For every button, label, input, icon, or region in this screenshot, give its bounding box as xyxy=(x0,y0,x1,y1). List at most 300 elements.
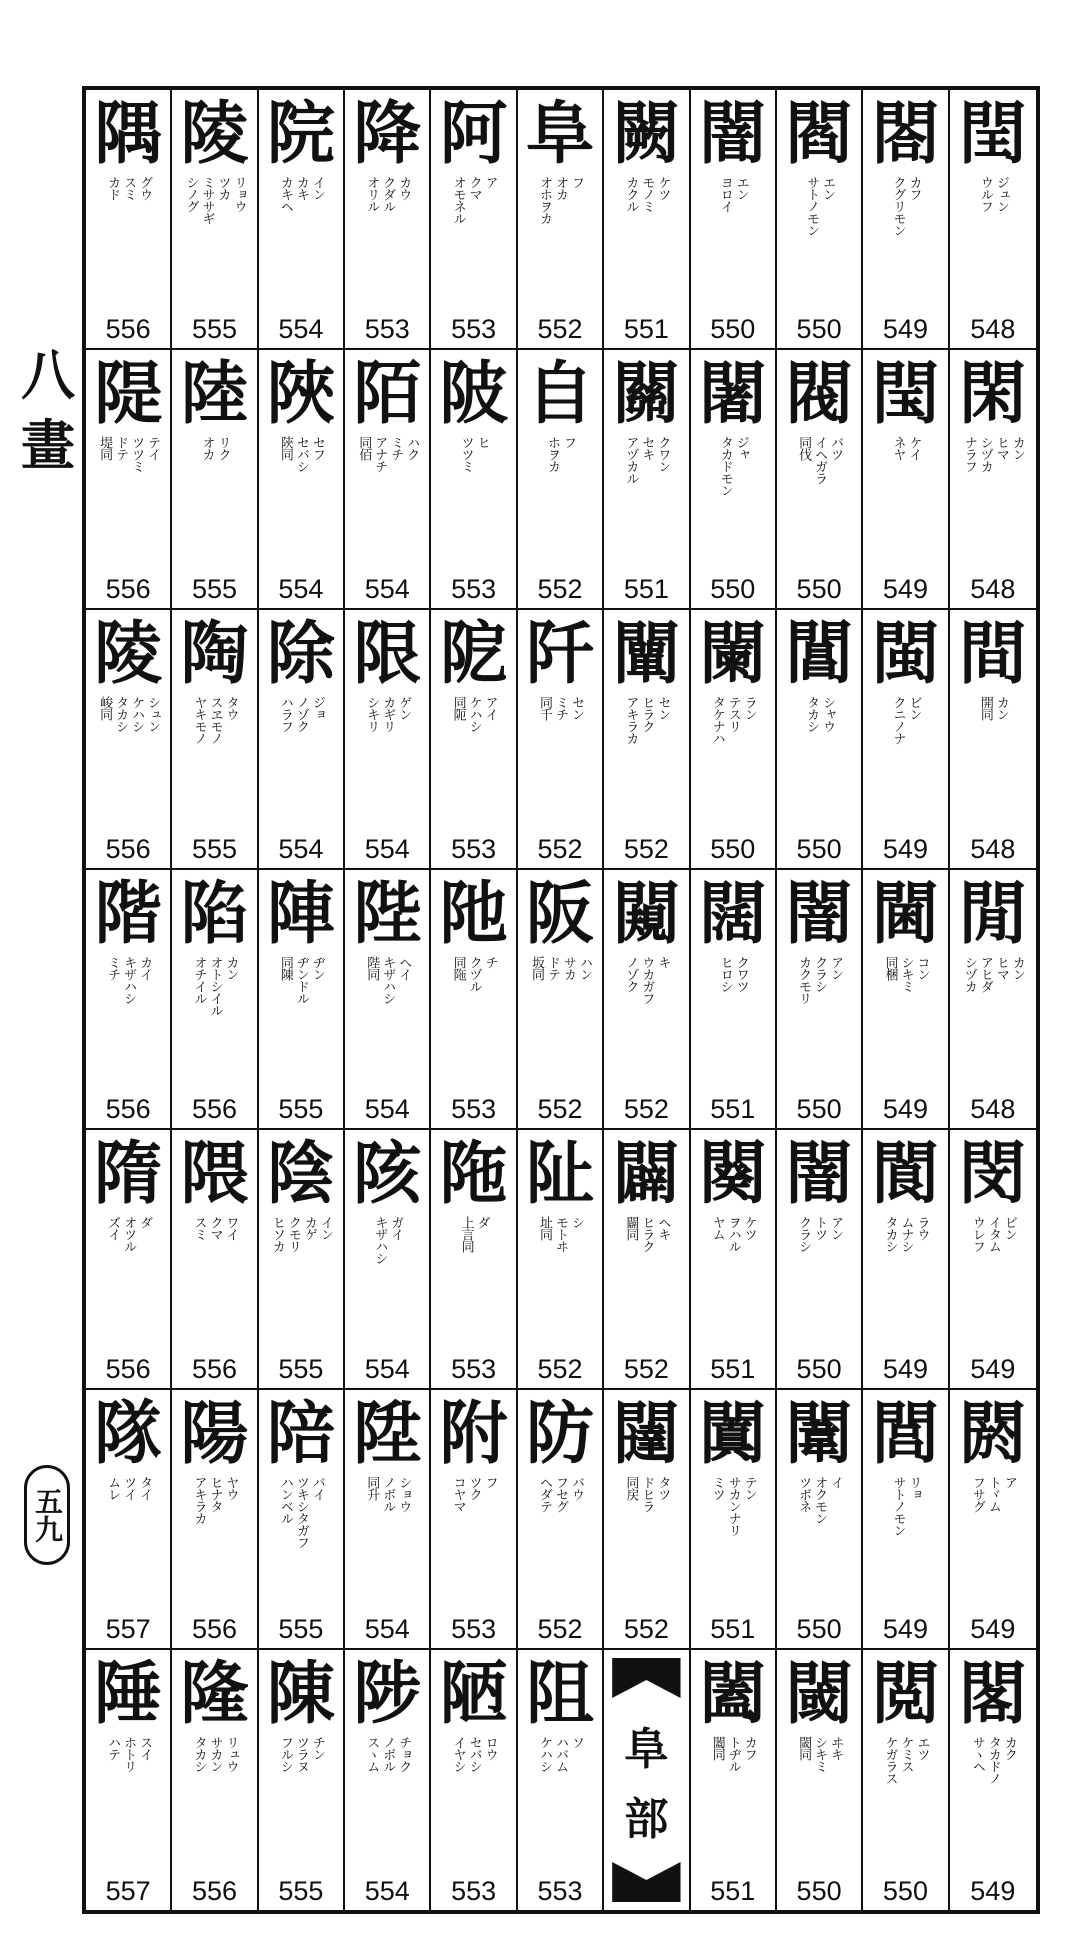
dictionary-entry xyxy=(863,1650,949,1910)
entry-reading: テン xyxy=(741,1476,757,1500)
entry-reading: ツク xyxy=(466,1476,482,1500)
entry-page-number: 552 xyxy=(623,1614,669,1644)
entry-reading: カン xyxy=(1009,956,1025,980)
entry-reading: ロウ xyxy=(482,1736,498,1760)
entry-character: 除 xyxy=(266,614,335,694)
entry-character: 陟 xyxy=(353,1654,422,1734)
entry-character: 闥 xyxy=(612,1394,681,1474)
entry-reading: カクル xyxy=(623,176,639,212)
entry-reading: カン xyxy=(1009,436,1025,460)
entry-readings xyxy=(178,436,250,556)
entry-reading: オリル xyxy=(364,176,380,212)
entry-reading: クヅル xyxy=(466,956,482,992)
entry-reading: タケナハ xyxy=(709,696,725,744)
dictionary-entry xyxy=(431,1650,517,1910)
entry-readings xyxy=(956,1216,1030,1336)
entry-page-number: 556 xyxy=(192,1876,238,1906)
entry-readings xyxy=(92,1216,164,1336)
dictionary-entry xyxy=(172,350,258,610)
entry-reading: イ xyxy=(828,1476,844,1488)
entry-reading: ラウ xyxy=(914,1216,930,1240)
entry-page-number: 551 xyxy=(623,314,669,344)
dictionary-entry xyxy=(518,610,604,870)
entry-character: 閾 xyxy=(785,1654,854,1734)
dictionary-entry xyxy=(345,350,431,610)
entry-reading: ケハシ xyxy=(536,1736,552,1772)
entry-page-number: 550 xyxy=(796,574,842,604)
entry-readings xyxy=(869,1476,941,1596)
entry-page-number: 553 xyxy=(451,1614,497,1644)
entry-reading: サトノモン xyxy=(890,1476,906,1536)
entry-reading: クラシ xyxy=(812,956,828,992)
banner-bottom-mark xyxy=(612,1862,680,1902)
entry-page-number: 549 xyxy=(882,1614,928,1644)
entry-readings xyxy=(610,1476,682,1596)
entry-reading: 同升 xyxy=(364,1476,380,1500)
entry-reading: シヅカ xyxy=(961,956,977,992)
entry-character: 閔 xyxy=(958,1134,1027,1214)
entry-readings xyxy=(524,696,596,816)
dictionary-entry xyxy=(950,610,1036,870)
entry-readings xyxy=(783,1216,855,1336)
entry-reading: ガイ xyxy=(388,1216,404,1240)
dictionary-entry xyxy=(345,870,431,1130)
dictionary-entry xyxy=(259,1650,345,1910)
entry-reading: クダル xyxy=(380,176,396,212)
entry-readings xyxy=(437,436,509,556)
entry-readings xyxy=(351,1736,423,1856)
entry-character: 閩 xyxy=(871,614,940,694)
entry-reading: エツ xyxy=(914,1736,930,1760)
entry-reading: ミササギ xyxy=(199,176,215,224)
dictionary-entry xyxy=(863,610,949,870)
entry-page-number: 556 xyxy=(105,1354,151,1384)
entry-character: 院 xyxy=(266,94,335,174)
dictionary-entry xyxy=(431,90,517,350)
entry-readings xyxy=(869,1216,941,1336)
entry-reading: シャウ xyxy=(820,696,836,732)
entry-readings xyxy=(783,1476,855,1596)
entry-reading: ヘダテ xyxy=(536,1476,552,1512)
entry-character: 闈 xyxy=(785,1394,854,1474)
dictionary-entry xyxy=(604,870,690,1130)
entry-character: 陔 xyxy=(353,1134,422,1214)
entry-reading: ヤキモノ xyxy=(191,696,207,744)
entry-reading: ホトリ xyxy=(121,1736,137,1772)
entry-reading: 同阨 xyxy=(450,696,466,720)
entry-reading: ケツ xyxy=(655,176,671,200)
entry-reading: ジャ xyxy=(733,436,749,460)
entry-reading: 上言同 xyxy=(458,1216,474,1252)
entry-reading: エン xyxy=(820,176,836,200)
entry-reading: ケハシ xyxy=(129,696,145,732)
entry-page-number: 551 xyxy=(623,574,669,604)
entry-readings xyxy=(265,1476,337,1596)
entry-character: 隄 xyxy=(94,354,163,434)
entry-readings xyxy=(697,1476,769,1596)
entry-character: 閫 xyxy=(871,874,940,954)
entry-readings xyxy=(956,956,1030,1076)
entry-page-number: 549 xyxy=(970,1876,1016,1906)
radical-title xyxy=(604,1710,688,1850)
entry-character: 闇 xyxy=(785,874,854,954)
dictionary-entry xyxy=(777,350,863,610)
entry-reading: イヘガラ xyxy=(812,436,828,484)
entry-character: 闇 xyxy=(785,1134,854,1214)
entry-readings xyxy=(178,696,250,816)
entry-page-number: 550 xyxy=(710,834,756,864)
entry-character: 間 xyxy=(958,614,1027,694)
entry-character: 阜 xyxy=(525,94,594,174)
entry-page-number: 554 xyxy=(364,834,410,864)
entry-reading: セン xyxy=(568,696,584,720)
dictionary-entry xyxy=(431,350,517,610)
entry-character: 隋 xyxy=(94,1134,163,1214)
entry-reading: 坂同 xyxy=(528,956,544,980)
entry-page-number: 554 xyxy=(364,1094,410,1124)
entry-reading: カフ xyxy=(741,1736,757,1760)
entry-reading: ヰキ xyxy=(828,1736,844,1760)
entry-reading: セキ xyxy=(639,436,655,460)
entry-reading: シュン xyxy=(145,696,161,732)
entry-reading: カクモリ xyxy=(796,956,812,1004)
entry-reading: トツ xyxy=(812,1216,828,1240)
entry-reading: トヾム xyxy=(985,1476,1001,1512)
entry-reading: カン xyxy=(993,696,1009,720)
dictionary-entry xyxy=(172,1650,258,1910)
entry-page-number: 556 xyxy=(105,834,151,864)
entry-reading: オクモン xyxy=(812,1476,828,1524)
entry-reading: ツツミ xyxy=(458,436,474,472)
entry-reading: オホヲカ xyxy=(536,176,552,224)
entry-page-number: 548 xyxy=(970,834,1016,864)
dictionary-entry xyxy=(691,610,777,870)
entry-reading: ヒロシ xyxy=(717,956,733,992)
entry-reading: ヒラク xyxy=(639,1216,655,1252)
dictionary-entry xyxy=(863,1130,949,1390)
entry-page-number: 550 xyxy=(796,1614,842,1644)
dictionary-entry xyxy=(518,870,604,1130)
entry-character: 閬 xyxy=(871,1134,940,1214)
entry-reading: ヘキ xyxy=(655,1216,671,1240)
entry-reading: ハテ xyxy=(105,1736,121,1760)
entry-reading: リョウ xyxy=(231,176,247,212)
dictionary-entry xyxy=(345,1650,431,1910)
entry-reading: ヒラク xyxy=(639,696,655,732)
dictionary-entry xyxy=(950,1390,1036,1650)
entry-reading: ツボネ xyxy=(796,1476,812,1512)
entry-reading: スミ xyxy=(121,176,137,200)
entry-reading: シ xyxy=(568,1216,584,1228)
entry-reading: ヲハル xyxy=(725,1216,741,1252)
entry-page-number: 557 xyxy=(105,1876,151,1906)
entry-reading: バウ xyxy=(568,1476,584,1500)
entry-page-number: 550 xyxy=(796,1094,842,1124)
entry-reading: ジョ xyxy=(309,696,325,720)
entry-readings xyxy=(869,176,941,296)
entry-page-number: 556 xyxy=(192,1614,238,1644)
entry-readings xyxy=(351,176,423,296)
entry-readings xyxy=(956,1736,1030,1856)
entry-readings xyxy=(437,956,509,1076)
entry-reading: 同梱 xyxy=(882,956,898,980)
entry-reading: 同伐 xyxy=(796,436,812,460)
entry-readings xyxy=(610,696,682,816)
entry-reading: クニノナ xyxy=(890,696,906,744)
entry-reading: フセグ xyxy=(552,1476,568,1512)
entry-reading: ツイ xyxy=(121,1476,137,1500)
entry-readings xyxy=(956,696,1030,816)
entry-page-number: 550 xyxy=(796,834,842,864)
entry-character: 陷 xyxy=(180,874,249,954)
entry-page-number: 556 xyxy=(105,574,151,604)
entry-page-number: 549 xyxy=(882,574,928,604)
entry-reading: ミチ xyxy=(552,696,568,720)
entry-page-number: 553 xyxy=(537,1876,583,1906)
dictionary-entry xyxy=(345,610,431,870)
entry-page-number: 555 xyxy=(278,1876,324,1906)
entry-reading: ダ xyxy=(137,1216,153,1228)
dictionary-entry xyxy=(777,90,863,350)
entry-reading: 闔同 xyxy=(709,1736,725,1760)
entry-reading: キザハシ xyxy=(380,956,396,1004)
entry-page-number: 554 xyxy=(278,574,324,604)
dictionary-entry xyxy=(172,90,258,350)
entry-character: 陶 xyxy=(180,614,249,694)
entry-page-number: 549 xyxy=(882,834,928,864)
entry-reading: ヒマ xyxy=(993,956,1009,980)
entry-reading: ズイ xyxy=(105,1216,121,1240)
entry-reading: アヒダ xyxy=(977,956,993,992)
entry-page-number: 555 xyxy=(278,1094,324,1124)
dictionary-entry xyxy=(604,610,690,870)
character-grid xyxy=(82,86,1040,1914)
entry-reading: ヂン xyxy=(309,956,325,980)
entry-page-number: 553 xyxy=(451,314,497,344)
entry-page-number: 552 xyxy=(537,1614,583,1644)
entry-reading: ヤウ xyxy=(223,1476,239,1500)
entry-page-number: 554 xyxy=(364,1614,410,1644)
entry-character: 陲 xyxy=(94,1654,163,1734)
entry-readings xyxy=(869,436,941,556)
entry-character: 阸 xyxy=(439,614,508,694)
entry-reading: カギリ xyxy=(380,696,396,732)
dictionary-entry xyxy=(691,1390,777,1650)
entry-reading: アナチ xyxy=(372,436,388,472)
entry-page-number: 553 xyxy=(364,314,410,344)
entry-reading: ケガラス xyxy=(882,1736,898,1784)
entry-reading: ツラヌ xyxy=(293,1736,309,1772)
entry-readings xyxy=(783,176,855,296)
entry-character: 隈 xyxy=(180,1134,249,1214)
entry-reading: モノミ xyxy=(639,176,655,212)
entry-reading: ア xyxy=(482,176,498,188)
entry-readings xyxy=(524,176,596,296)
entry-readings xyxy=(351,436,423,556)
dictionary-entry xyxy=(172,870,258,1130)
entry-readings xyxy=(265,696,337,816)
dictionary-entry xyxy=(863,90,949,350)
entry-character: 閤 xyxy=(871,94,940,174)
entry-character: 陰 xyxy=(266,1134,335,1214)
entry-reading: オモネル xyxy=(450,176,466,224)
dictionary-entry xyxy=(259,610,345,870)
entry-character: 阪 xyxy=(525,874,594,954)
entry-readings xyxy=(265,1216,337,1336)
entry-character: 闌 xyxy=(698,614,767,694)
entry-page-number: 551 xyxy=(710,1354,756,1384)
dictionary-entry xyxy=(950,90,1036,350)
entry-reading: ケミス xyxy=(898,1736,914,1772)
entry-reading: ハンベル xyxy=(277,1476,293,1524)
entry-reading: サカ xyxy=(560,956,576,980)
entry-reading: オカ xyxy=(199,436,215,460)
dictionary-entry xyxy=(86,610,172,870)
entry-page-number: 550 xyxy=(710,314,756,344)
entry-reading: フ xyxy=(560,436,576,448)
entry-reading: ウルフ xyxy=(977,176,993,212)
entry-character: 陞 xyxy=(353,1394,422,1474)
entry-page-number: 552 xyxy=(537,834,583,864)
entry-readings xyxy=(697,696,769,816)
dictionary-entry xyxy=(950,350,1036,610)
radical-title-char: 阜 xyxy=(624,1724,669,1775)
dictionary-entry xyxy=(777,870,863,1130)
dictionary-entry xyxy=(518,90,604,350)
entry-reading: 同千 xyxy=(536,696,552,720)
entry-reading: フルシ xyxy=(277,1736,293,1772)
entry-reading: オチイル xyxy=(191,956,207,1004)
entry-reading: カイ xyxy=(137,956,153,980)
entry-readings xyxy=(956,176,1030,296)
dictionary-entry xyxy=(431,1390,517,1650)
entry-reading: ビン xyxy=(1001,1216,1017,1240)
entry-reading: カキヘ xyxy=(277,176,293,212)
entry-page-number: 551 xyxy=(710,1876,756,1906)
entry-reading: ウレフ xyxy=(969,1216,985,1252)
entry-page-number: 549 xyxy=(970,1614,1016,1644)
entry-reading: クモリ xyxy=(285,1216,301,1252)
entry-character: 降 xyxy=(353,94,422,174)
entry-reading: ツカ xyxy=(215,176,231,200)
entry-readings xyxy=(869,1736,941,1856)
entry-character: 隅 xyxy=(94,94,163,174)
entry-reading: 閾同 xyxy=(796,1736,812,1760)
entry-character: 閥 xyxy=(785,354,854,434)
dictionary-entry xyxy=(86,350,172,610)
entry-readings xyxy=(178,1216,250,1336)
entry-reading: ヒナタ xyxy=(207,1476,223,1512)
entry-character: 附 xyxy=(439,1394,508,1474)
entry-readings xyxy=(437,1216,509,1336)
entry-character: 陛 xyxy=(353,874,422,954)
entry-reading: クグリモン xyxy=(890,176,906,236)
entry-readings xyxy=(92,1476,164,1596)
entry-reading: ムレ xyxy=(105,1476,121,1500)
entry-reading: セバシ xyxy=(466,1736,482,1772)
entry-reading: モトヰ xyxy=(552,1216,568,1252)
dictionary-entry xyxy=(691,870,777,1130)
entry-reading: 開同 xyxy=(977,696,993,720)
entry-readings xyxy=(92,956,164,1076)
entry-character: 閲 xyxy=(871,1654,940,1734)
entry-reading: サカンナリ xyxy=(725,1476,741,1536)
dictionary-entry xyxy=(259,350,345,610)
entry-reading: サカン xyxy=(207,1736,223,1772)
entry-reading: 陝同 xyxy=(277,436,293,460)
dictionary-entry xyxy=(518,350,604,610)
entry-reading: クワツ xyxy=(733,956,749,992)
entry-character: 限 xyxy=(353,614,422,694)
entry-reading: 同陁 xyxy=(450,956,466,980)
entry-readings xyxy=(869,696,941,816)
dictionary-entry xyxy=(259,1390,345,1650)
entry-page-number: 552 xyxy=(623,1354,669,1384)
entry-character: 閑 xyxy=(958,354,1027,434)
entry-readings xyxy=(92,436,164,556)
entry-reading: タウ xyxy=(223,696,239,720)
entry-page-number: 554 xyxy=(364,1354,410,1384)
entry-reading: スヽム xyxy=(364,1736,380,1772)
entry-character: 閻 xyxy=(785,94,854,174)
dictionary-entry xyxy=(777,610,863,870)
entry-character: 閼 xyxy=(958,1394,1027,1474)
entry-readings xyxy=(437,176,509,296)
entry-reading: ケツ xyxy=(741,1216,757,1240)
entry-reading: グウ xyxy=(137,176,153,200)
entry-readings xyxy=(610,1216,682,1336)
entry-reading: 堤同 xyxy=(97,436,113,460)
entry-readings xyxy=(610,176,682,296)
entry-reading: オトシイル xyxy=(207,956,223,1016)
dictionary-entry xyxy=(345,90,431,350)
side-label-char: 畫 xyxy=(21,413,75,477)
entry-readings xyxy=(265,436,337,556)
entry-reading: ハバム xyxy=(552,1736,568,1772)
entry-reading: 址同 xyxy=(536,1216,552,1240)
entry-readings xyxy=(92,696,164,816)
dictionary-entry xyxy=(604,1390,690,1650)
entry-page-number: 554 xyxy=(364,1876,410,1906)
entry-character: 閶 xyxy=(785,614,854,694)
entry-character: 闚 xyxy=(612,874,681,954)
entry-reading: ヒソカ xyxy=(269,1216,285,1252)
entry-readings xyxy=(351,956,423,1076)
entry-page-number: 555 xyxy=(278,1354,324,1384)
entry-reading: ドテ xyxy=(113,436,129,460)
entry-reading: カキ xyxy=(293,176,309,200)
entry-page-number: 549 xyxy=(882,1094,928,1124)
entry-page-number: 555 xyxy=(278,1614,324,1644)
entry-reading: カク xyxy=(1001,1736,1017,1760)
entry-reading: ホヲカ xyxy=(544,436,560,472)
entry-reading: ビン xyxy=(906,696,922,720)
dictionary-entry xyxy=(172,1390,258,1650)
entry-reading: トヂル xyxy=(725,1736,741,1772)
entry-character: 陂 xyxy=(439,354,508,434)
dictionary-entry xyxy=(691,1650,777,1910)
entry-reading: タカシ xyxy=(882,1216,898,1252)
entry-readings xyxy=(351,1476,423,1596)
entry-page-number: 552 xyxy=(537,1354,583,1384)
dictionary-entry xyxy=(86,1650,172,1910)
entry-page-number: 555 xyxy=(192,834,238,864)
entry-reading: セバシ xyxy=(293,436,309,472)
entry-reading: ウカガフ xyxy=(639,956,655,1004)
dictionary-entry xyxy=(518,1130,604,1390)
entry-reading: カド xyxy=(105,176,121,200)
entry-reading: クワン xyxy=(655,436,671,472)
